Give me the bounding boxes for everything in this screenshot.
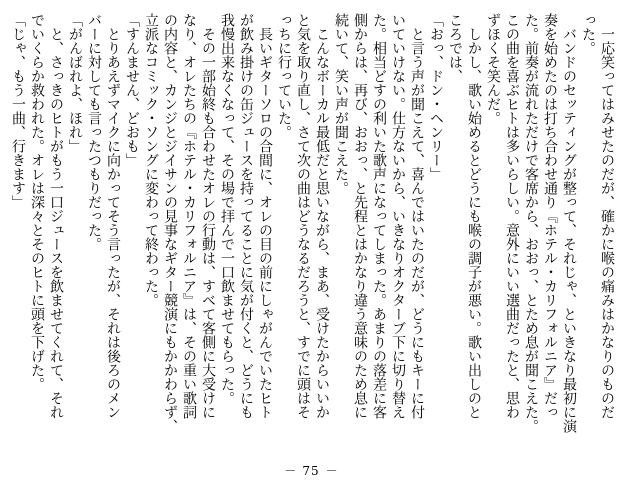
text-line: とりあえずマイクに向かってそう言ったが、それは後ろのメン [105,13,121,419]
text-line: 立派なコミック・ソングに変わって終わった。 [143,13,159,307]
text-line: しかし、歌い始めるとどうにも喉の調子が悪い。歌い出しのと [466,13,482,419]
text-line: と気を取り直し、さて次の曲はどうなるだろうと、すでに頭はそ [295,13,311,419]
text-line: の内容と、カンジとジイサンの見事なギター競演にもかかわらず、 [162,13,178,433]
footer-dash-right: － [325,464,338,478]
text-line: でいくらか救われた。オレは深々とそのヒトに頭を下げた。 [29,13,45,391]
vertical-text-block [8,13,616,437]
text-line: こんなボーカル最低だと思いながら、まあ、受けたからいいか [314,13,330,419]
text-line: 長いギターソロの合間に、オレの目の前にしゃがんでいたヒト [257,13,273,419]
text-line: 我慢出来なくなって、その場で拝んで一口飲ませてもらった。 [219,13,235,405]
text-line-quote: 「おっ、ドン・ヘンリー」 [428,13,444,181]
text-line: バンドのセッティングが整って、それじゃ、といきなり最初に演 [561,13,577,433]
page-number: 75 [302,464,320,478]
text-line: バーに対しても言ったつもりだった。 [86,13,102,251]
page-footer [0,462,622,479]
text-line: 続いて、笑い声が聞こえた。 [333,13,349,195]
footer-dash-left: － [284,464,297,478]
text-line: が飲み掛けの缶ジュースを持ってることに気が付くと、どうにも [238,13,254,419]
text-line: った。 [580,13,596,55]
text-line: なり、オレたちの『ホテル・カリフォルニア』は、その重い歌詞 [181,13,197,419]
text-line: た。相当どすの利いた歌声になってしまった。あまりの落差に客 [371,13,387,419]
text-line-quote: 「すんません、どおも」 [124,13,140,167]
text-line: この曲を喜ぶヒトは多いらしい。意外にいい選曲だったと、思わ [504,13,520,419]
text-line: と言う声が聞こえて、喜んではいたのだが、どうにもキーに付 [409,13,425,419]
text-line: いていけない。仕方ないから、いきなりオクターブ下に切り替え [390,13,406,419]
text-line-quote: 「がんばれよ、ほれ」 [67,13,83,153]
text-line: っちに行っていた。 [276,13,292,139]
text-line: ころでは、 [447,13,463,83]
text-line: 奏を始めたのは打ち合わせ通り『ホテル・カリフォルニア』だっ [542,13,558,419]
text-line: と、さっきのヒトがもう一口ジュースを飲ませてくれて、それ [48,13,64,419]
text-line: その一部始終も合わせたオレの行動は、すべて客側に大受けに [200,13,216,419]
text-line: 側からは、再び、おおっ、と先程とはかなり違う意味のため息に [352,13,368,419]
text-line: ずほくそ笑んだ。 [485,13,501,125]
text-line: 一応笑ってはみせたのだが、確かに喉の痛みはかなりのものだ [599,13,615,419]
text-line: た。前奏が流れただけで客席から、おおっ、とため息が聞こえた。 [523,13,539,433]
text-line-quote: 「じゃ、もう一曲、行きます」 [10,13,26,209]
